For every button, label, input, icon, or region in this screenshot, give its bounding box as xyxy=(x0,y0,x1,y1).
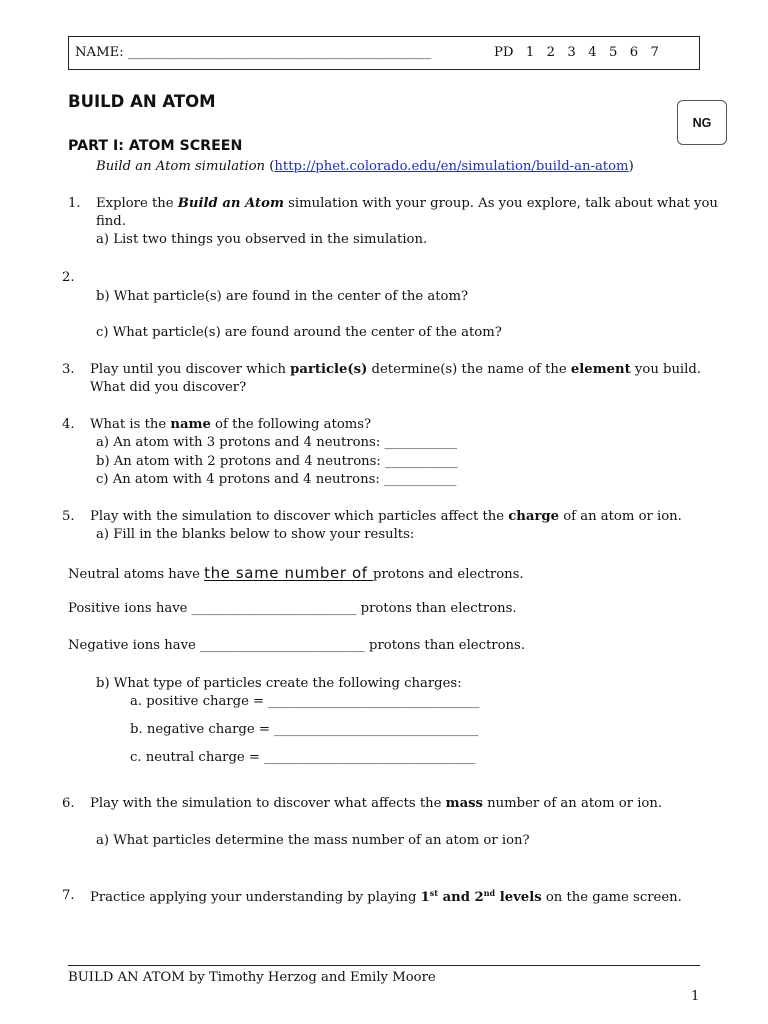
period-selector xyxy=(494,45,659,60)
page-number: 1 xyxy=(691,989,700,1004)
q4-text: What is the name of the following atoms? xyxy=(90,417,372,432)
q2-c: c) What particle(s) are found around the center of the atom? xyxy=(96,325,502,340)
q4-number: 4. xyxy=(62,417,75,432)
q1-text: Explore the Build an Atom simulation with your group. As you explore, talk about what you xyxy=(96,196,718,211)
q4-item[interactable]: c) An atom with 4 protons and 4 neutrons: ___________ xyxy=(96,472,457,487)
q5-a: a) Fill in the blanks below to show your results: xyxy=(96,527,415,542)
name-blank[interactable]: ______________________________________________ xyxy=(127,45,432,60)
q7-number: 7. xyxy=(62,888,75,903)
q5-text: Play with the simulation to discover which particles affect the charge of an atom or ion. xyxy=(90,509,682,524)
q7-text: Practice applying your understanding by playing 1st and 2nd levels on the game screen. xyxy=(90,888,682,905)
q6-a: a) What particles determine the mass number of an atom or ion? xyxy=(96,833,530,848)
charge-item[interactable]: b. negative charge = _______________________________ xyxy=(130,722,479,737)
name-label: NAME: xyxy=(75,45,124,60)
q2-number: 2. xyxy=(62,270,75,285)
page-title: BUILD AN ATOM xyxy=(68,92,216,111)
footer-divider xyxy=(68,965,700,966)
q1-a: a) List two things you observed in the simulation. xyxy=(96,232,428,247)
q3-text: Play until you discover which particle(s) determine(s) the name of the element you build. xyxy=(90,362,702,377)
q5-number: 5. xyxy=(62,509,75,524)
q6-text: Play with the simulation to discover what affects the mass number of an atom or ion. xyxy=(90,796,663,811)
period-label: PD xyxy=(494,45,514,60)
name-field[interactable] xyxy=(75,45,431,60)
period-option[interactable]: 2 xyxy=(546,45,556,60)
q5-b: b) What type of particles create the following charges: xyxy=(96,676,462,691)
q3-number: 3. xyxy=(62,362,75,377)
period-option[interactable]: 6 xyxy=(629,45,639,60)
handwritten-answer[interactable]: the same number of xyxy=(204,564,374,582)
q1-text-line2: find. xyxy=(96,214,126,229)
q2-b: b) What particle(s) are found in the center of the atom? xyxy=(96,289,469,304)
period-option[interactable]: 4 xyxy=(588,45,597,60)
negative-ions-line[interactable]: Negative ions have _________________________ protons than electrons. xyxy=(68,638,525,653)
period-option[interactable]: 3 xyxy=(567,45,576,60)
q6-number: 6. xyxy=(62,796,75,811)
sim-link[interactable]: http://phet.colorado.edu/en/simulation/build-an-atom xyxy=(274,159,629,174)
sim-label: Build an Atom simulation xyxy=(96,159,266,174)
q4-item[interactable]: a) An atom with 3 protons and 4 neutrons: ___________ xyxy=(96,435,457,450)
period-option[interactable]: 5 xyxy=(608,45,618,60)
section-title: PART I: ATOM SCREEN xyxy=(68,138,243,154)
charge-item[interactable]: a. positive charge = ________________________________ xyxy=(130,694,480,709)
positive-ions-line[interactable]: Positive ions have _________________________ protons than electrons. xyxy=(68,601,517,616)
footer-credit: BUILD AN ATOM by Timothy Herzog and Emily Moore xyxy=(68,970,436,985)
charge-item[interactable]: c. neutral charge = ________________________________ xyxy=(130,750,476,765)
q3-text-line2: What did you discover? xyxy=(90,380,247,395)
ng-badge: NG xyxy=(677,100,727,145)
neutral-atoms-line: Neutral atoms have the same number of protons and electrons. xyxy=(68,564,524,582)
sim-reference: Build an Atom simulation (http://phet.colorado.edu/en/simulation/build-an-atom) xyxy=(96,159,634,174)
period-option[interactable]: 1 xyxy=(525,45,535,60)
q4-item[interactable]: b) An atom with 2 protons and 4 neutrons: ___________ xyxy=(96,454,458,469)
period-option[interactable]: 7 xyxy=(650,45,659,60)
q1-number: 1. xyxy=(68,196,81,211)
